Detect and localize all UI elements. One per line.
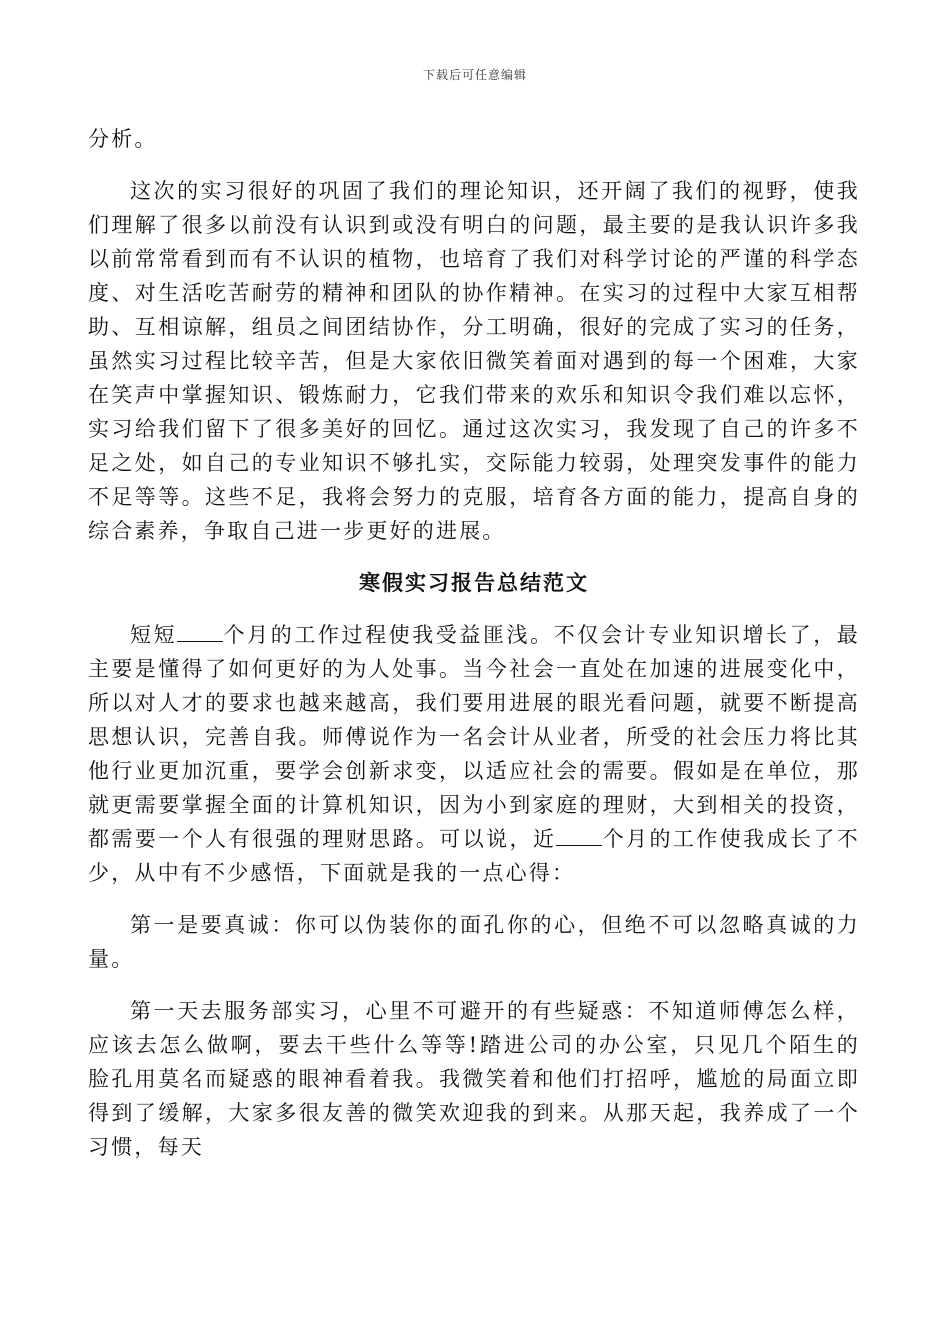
paragraph-first-day: 第一天去服务部实习，心里不可避开的有些疑惑：不知道师傅怎么样，应该去怎么做啊，要去干些什么等等!踏进公司的办公室，只见几个陌生的脸孔用莫名而疑惑的眼神看着我。我微笑着和他们打招呼，尴尬的局面立即得到了缓解，大家多很友善的微笑欢迎我的到来。从那天起，我养成了一个习惯，每天 [88, 999, 860, 1159]
document-body [88, 122, 860, 1164]
fill-in-blank [177, 623, 223, 642]
paragraph-text-middle: 个月的工作过程使我受益匪浅。不仅会计专业知识增长了，最主要是懂得了如何更好的为人处事。当今社会一直处在加速的进展变化中，所以对人才的要求也越来越高，我们要用进展的眼光看问题，就要不断提高思想认识，完善自我。师傅说作为一名会计从业者，所受的社会压力将比其他行业更加沉重，要学会创新求变，以适应社会的需要。假如是在单位，那就更需要掌握全面的计算机知识，因为小到家庭的理财，大到相关的投资，都需要一个人有很强的理财思路。可以说，近 [88, 623, 860, 851]
page-header: 下载后可任意编辑 [422, 68, 527, 82]
paragraph-work-experience [88, 618, 860, 890]
paragraph-continuation: 分析。 [88, 127, 158, 151]
paragraph-sincerity: 第一是要真诚：你可以伪装你的面孔你的心，但绝不可以忽略真诚的力量。 [88, 913, 860, 971]
paragraph-internship-summary: 这次的实习很好的巩固了我们的理论知识，还开阔了我们的视野，使我们理解了很多以前没有认识到或没有明白的问题，最主要的是我认识许多我以前常常看到而有不认识的植物，也培育了我们对科学讨论的严谨的科学态度、对生活吃苦耐劳的精神和团队的协作精神。在实习的过程中大家互相帮助、互相谅解，组员之间团结协作，分工明确，很好的完成了实习的任务，虽然实习过程比较辛苦，但是大家依旧微笑着面对遇到的每一个困难，大家在笑声中掌握知识、锻炼耐力，它我们带来的欢乐和知识令我们难以忘怀，实习给我们留下了很多美好的回忆。通过这次实习，我发现了自己的许多不足之处，如自己的专业知识不够扎实，交际能力较弱，处理突发事件的能力不足等等。这些不足，我将会努力的克服，培育各方面的能力，提高自身的综合素养，争取自己进一步更好的进展。 [88, 179, 860, 543]
section-title: 寒假实习报告总结范文 [359, 570, 589, 595]
paragraph-text-start: 短短 [130, 623, 178, 647]
fill-in-blank [556, 827, 602, 846]
paragraph-text-end: 个月的工作使我成长了不少，从中有不少感悟，下面就是我的一点心得： [88, 827, 861, 885]
